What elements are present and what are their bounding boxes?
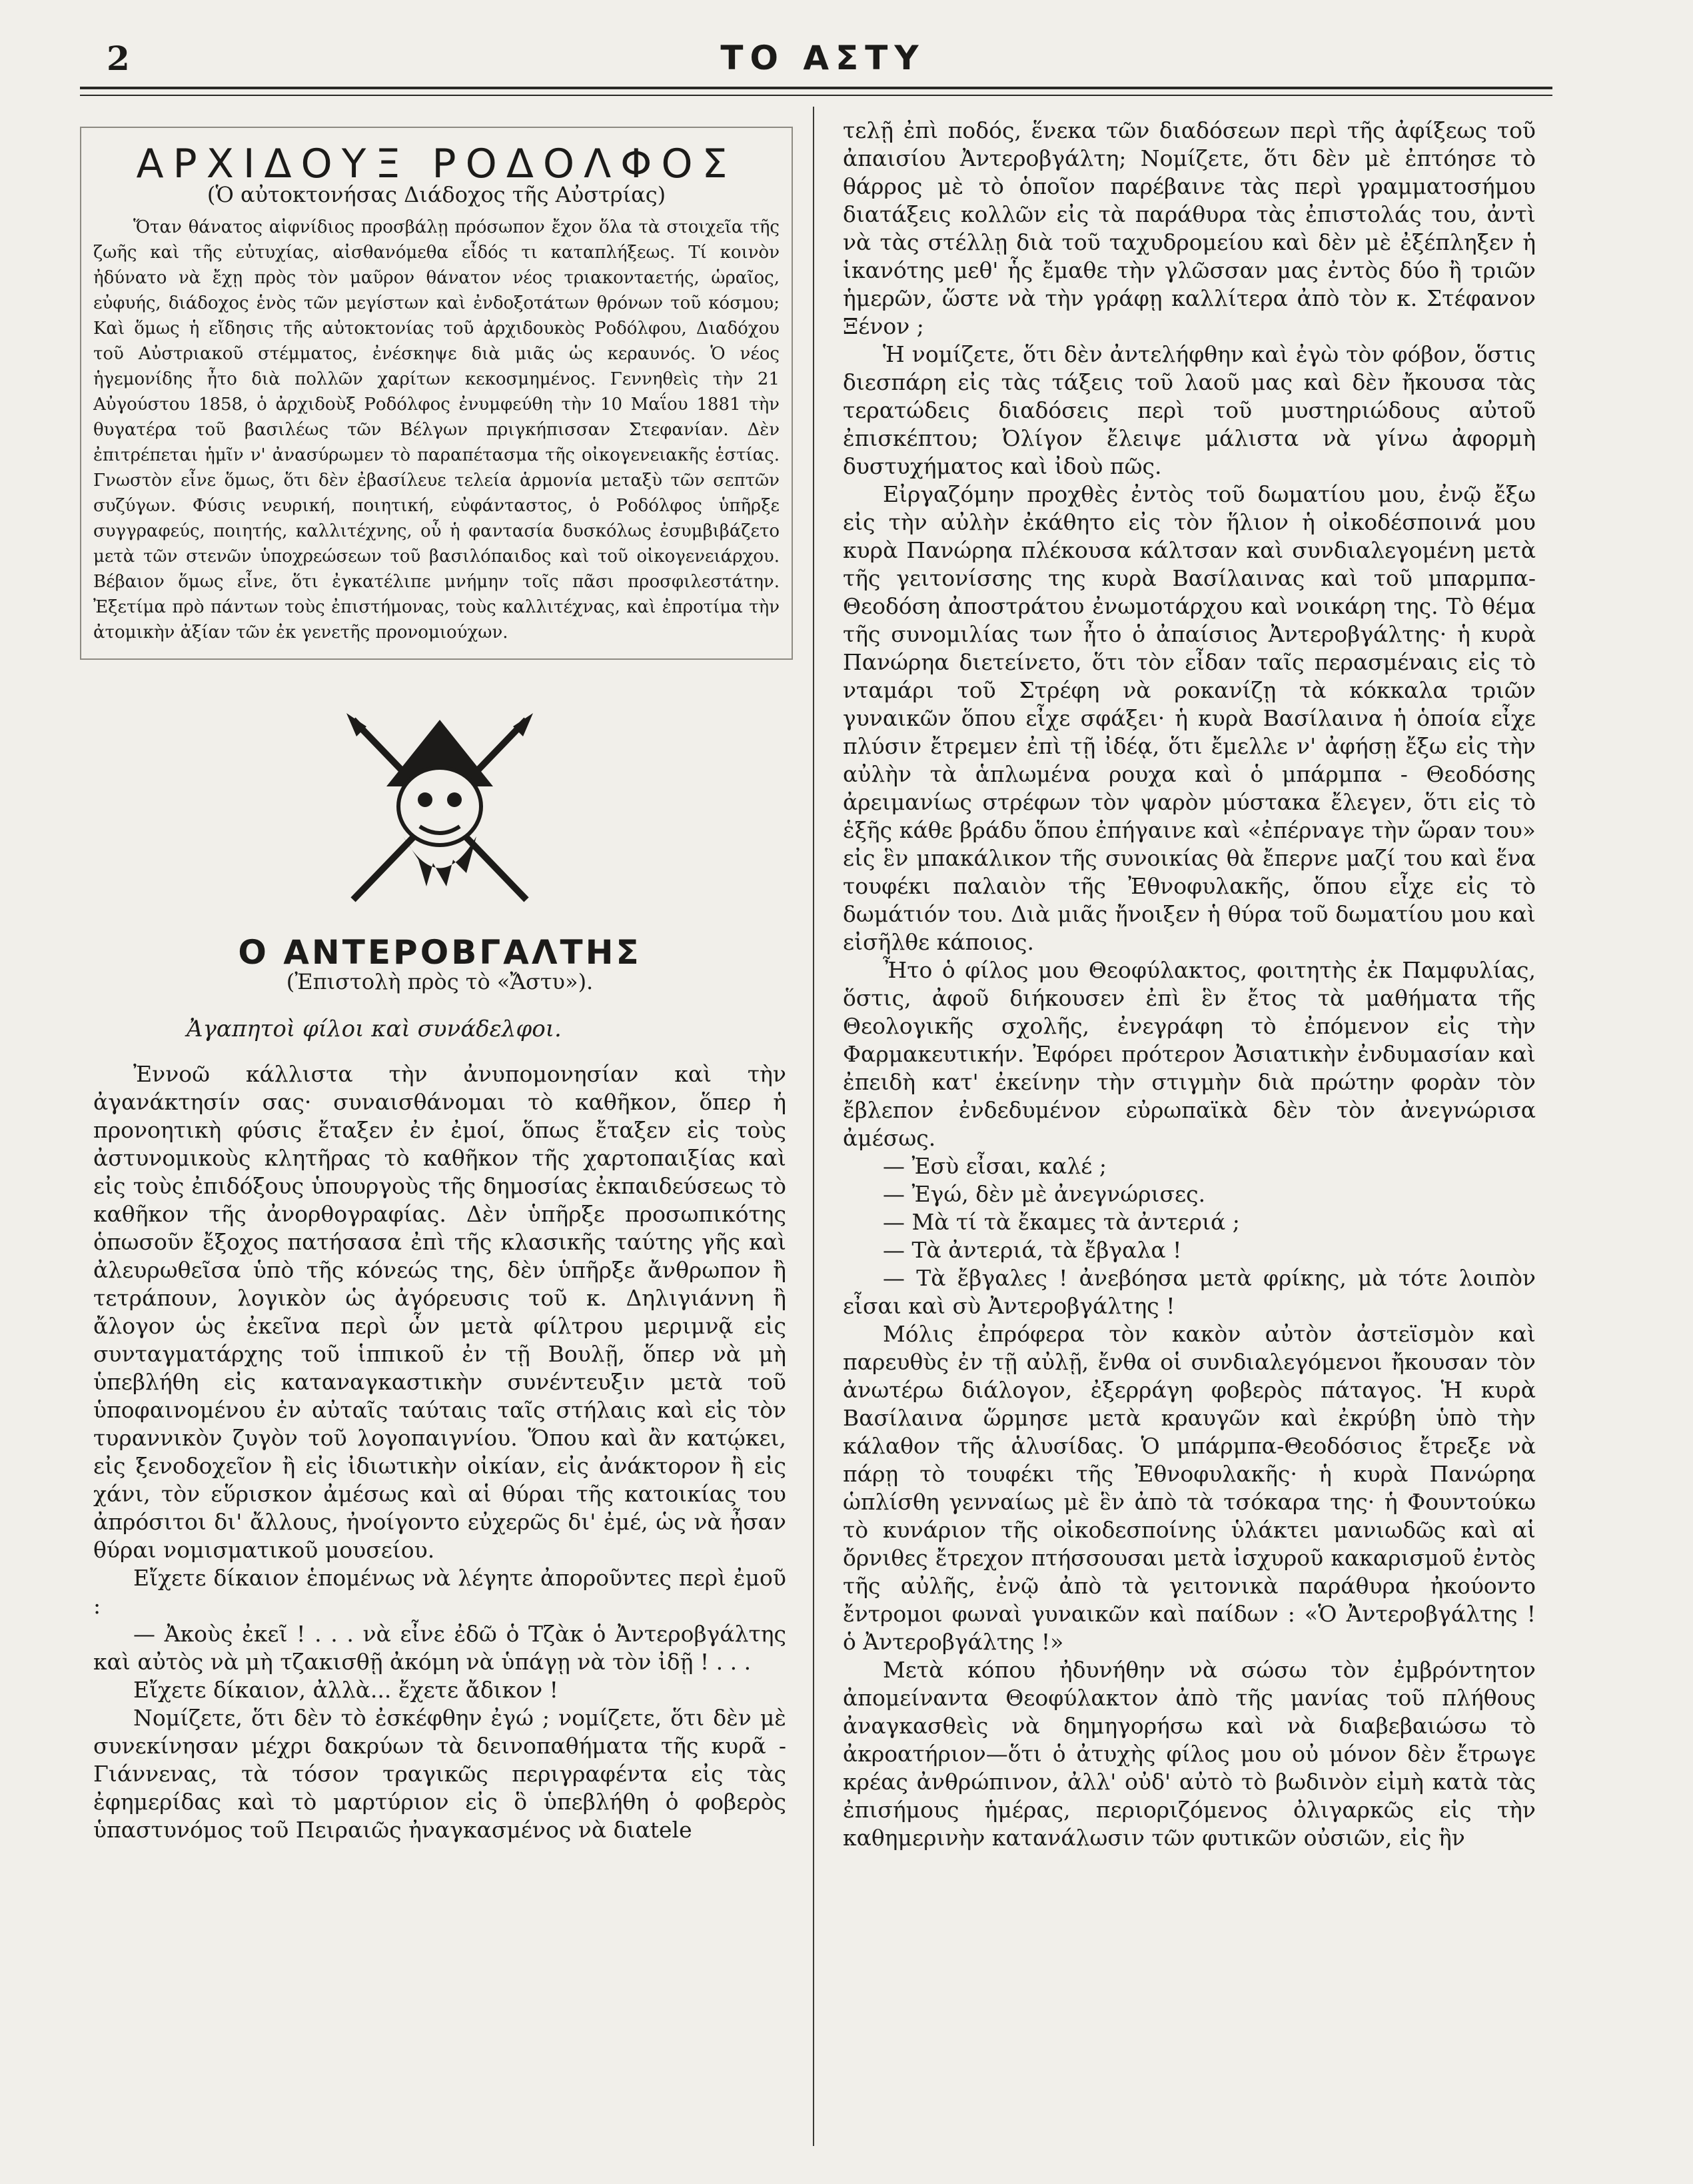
- paragraph: Μόλις ἐπρόφερα τὸν κακὸν αὐτὸν ἀστεϊσμὸν καὶ παρευθὺς ἐν τῇ αὐλῇ, ἔνθα οἱ συνδιαλεγόμενοι ἤκουσαν τὸν ἀνωτέρω διάλογον, ἐξερράγη φοβερὸς πάταγος. Ἡ κυρὰ Βασίλαινα ὥρμησε μετὰ κραυγῶν καὶ ἐκρύβη ὑπὸ τὴν κάλαθον τῆς ἁλυσίδας. Ὁ μπάρμπα-Θεοδόσιος ἔτρεξε νὰ πάρῃ τὸ τουφέκι τῆς Ἐθνοφυλακῆς· ἡ κυρὰ Πανώρηα ὡπλίσθη γενναίως μὲ ἓν ἀπὸ τὰ τσόκαρα της· ἡ Φουντούκω τὸ κυνάριον τῆς οἰκοδεσποίνης ὑλάκτει μανιωδῶς καὶ αἱ ὄρνιθες ἔτρεχον πτήσσουσαι μετὰ ἰσχυροῦ κακαρισμοῦ ἐντὸς τῆς αὐλῆς, ἐνῷ ἀπὸ τὰ γειτονικὰ παράθυρα ἠκούοντο ἔντρομοι φωναὶ γυναικῶν καὶ παίδων : «Ὁ Ἀντεροβγάλτης ! ὁ Ἀντεροβγάλτης !»: [843, 1321, 1536, 1655]
- paragraph: Εἴχετε δίκαιον ἑπομένως νὰ λέγητε ἀποροῦντες περὶ ἐμοῦ :: [93, 1564, 786, 1619]
- dialogue-line: — Ἀκοὺς ἐκεῖ ! . . . νὰ εἶνε ἐδῶ ὁ Τζὰκ ὁ Ἀντεροβγάλτης καὶ αὐτὸς νὰ μὴ τζακισθῇ ἀκόμη νὰ ὑπάγῃ νὰ τὸν ἰδῇ ! . . .: [93, 1620, 786, 1675]
- paragraph: Ἦτο ὁ φίλος μου Θεοφύλακτος, φοιτητὴς ἐκ Παμφυλίας, ὅστις, ἀφοῦ διήκουσεν ἐπὶ ἓν ἔτος τὰ μαθήματα τῆς Θεολογικῆς σχολῆς, ἐνεγράφη τὸ ἐπόμενον εἰς τὴν Φαρμακευτικήν. Ἐφόρει πρότερον Ἀσιατικὴν ἐνδυμασίαν καὶ ἐπειδὴ κατ' ἐκείνην τὴν στιγμὴν διὰ πρώτην φορὰν τὸν ἔβλεπον ἐνδεδυμένον εὐρωπαϊκὰ δὲν τὸν ἀνεγνώρισα ἀμέσως.: [843, 957, 1536, 1151]
- masthead-rule-thin: [80, 95, 1552, 96]
- page-number: 2: [107, 39, 130, 78]
- article-rudolf-paragraph: Ὅταν θάνατος αἰφνίδιος προσβάλῃ πρόσωπον ἔχον ὅλα τὰ στοιχεῖα τῆς ζωῆς καὶ τῆς εὐτυχίας, αἰσθανόμεθα εἶδός τι καταπλήξεως. Τί κοινὸν ἠδύνατο νὰ ἔχῃ πρὸς τὸν μαῦρον θάνατον νέος τριακονταετής, ὡραῖος, εὐφυής, διάδοχος ἑνὸς τῶν μεγίστων καὶ ἐνδοξοτάτων θρόνων τοῦ κόσμου; Καὶ ὅμως ἡ εἴδησις τῆς αὐτοκτονίας τοῦ ἀρχιδουκὸς Ροδόλφου, Διαδόχου τοῦ Αὐστριακοῦ στέμματος, ἐνέσκηψε διὰ μιᾶς ὡς κεραυνός. Ὁ νέος ἡγεμονίδης ἦτο διὰ πολλῶν χαρίτων κεκοσμημένος. Γεννηθεὶς τὴν 21 Αὐγούστου 1858, ὁ ἀρχιδοὺξ Ροδόλφος ἐνυμφεύθη τὴν 10 Μαΐου 1881 τὴν θυγατέρα τοῦ βασιλέως τῶν Βέλγων πριγκήπισσαν Στεφανίαν. Δὲν ἐπιτρέπεται ἡμῖν ν' ἀνασύρωμεν τὸ παραπέτασμα τῆς οἰκογενειακῆς ἑστίας. Γνωστὸν εἶνε ὅμως, ὅτι δὲν ἐβασίλευε τελεία ἁρμονία μεταξὺ τῶν σεπτῶν συζύγων. Φύσις νευρική, ποιητική, εὐφάνταστος, ὁ Ροδόλφος ὑπῆρξε συγγραφεύς, ποιητής, καλλιτέχνης, οὗ ἡ φαντασία δυσκόλως ἐσυμβιβάζετο μετὰ τῶν στενῶν ὑποχρεώσεων τοῦ βασιλόπαιδος καὶ τοῦ οἰκογενειάρχου. Βέβαιον ὅμως εἶνε, ὅτι ἐγκατέλιπε μνήμην τοῖς πᾶσι προσφιλεστάτην. Ἐξετίμα πρὸ πάντων τοὺς ἐπιστήμονας, τοὺς καλλιτέχνας, καὶ ἐπροτίμα τὴν ἀτομικὴν ἀξίαν τῶν ἐκ γενετῆς προνομιούχων.: [93, 217, 780, 642]
- left-column: [93, 127, 786, 1844]
- paragraph: τελῇ ἐπὶ ποδός, ἕνεκα τῶν διαδόσεων περὶ τῆς ἀφίξεως τοῦ ἀπαισίου Ἀντεροβγάλτη; Νομίζετε, ὅτι δὲν μὲ ἐπτόησε τὸ θάρρος μὲ τὸ ὁποῖον παρέβαινε τὰς περὶ γραμματοσήμου διατάξεις κολλῶν εἰς τὰ παράθυρα τὰς ἐπιστολάς του, ἀντὶ νὰ τὰς στέλλῃ διὰ τοῦ ταχυδρομείου καὶ δὲν μὲ ἐξέπληξεν ἡ ἱκανότης μεθ' ἧς ἔμαθε τὴν γλῶσσαν μας ἐντὸς δύο ἢ τριῶν ἡμερῶν, ὥστε νὰ τὴν γράφῃ καλλίτερα ἀπὸ τὸν κ. Στέφανον Ξένον ;: [843, 117, 1536, 339]
- column-divider: [813, 107, 814, 2146]
- newspaper-name: ΤΟ ΑΣΤΥ: [720, 39, 925, 77]
- paragraph: Ἡ νομίζετε, ὅτι δὲν ἀντελήφθην καὶ ἐγὼ τὸν φόβον, ὅστις διεσπάρη εἰς τὰς τάξεις τοῦ λαοῦ μας καὶ δὲν ἤκουσα τὰς τερατώδεις διαδόσεις περὶ τοῦ μυστηριώδους αὐτοῦ ἐπισκέπτου; Ὀλίγον ἔλειψε μάλιστα νὰ γίνω ἀφορμὴ δυστυχήματος καὶ ἰδοὺ πῶς.: [843, 341, 1536, 479]
- dialogue-line: — Τὰ ἀντεριά, τὰ ἔβγαλα !: [883, 1237, 1182, 1263]
- dialogue-line: — Τὰ ἔβγαλες ! ἀνεβόησα μετὰ φρίκης, μὰ τότε λοιπὸν εἶσαι καὶ σὺ Ἀντεροβγάλτης !: [843, 1265, 1536, 1319]
- paragraph: Εἰργαζόμην προχθὲς ἐντὸς τοῦ δωματίου μου, ἐνῷ ἔξω εἰς τὴν αὐλὴν ἐκάθητο εἰς τὸν ἥλιον ἡ οἰκοδέσποινά μου κυρὰ Πανώρηα πλέκουσα κάλτσαν καὶ συνδιαλεγομένη μετὰ τῆς γειτονίσσης της κυρὰ Βασίλαινας καὶ τοῦ μπαρμπα-Θεοδόση ἀποστράτου ἐνωμοτάρχου καὶ νοικάρη της. Τὸ θέμα τῆς συνομιλίας των ἦτο ὁ ἀπαίσιος Ἀντεροβγάλτης· ἡ κυρὰ Πανώρηα διετείνετο, ὅτι τὸν εἶδαν ταῖς περασμέναις εἰς τὸ νταμάρι τοῦ Στρέφη νὰ ροκανίζῃ τὰ κόκκαλα τριῶν γυναικῶν ὅπου εἶχε σφάξει· ἡ κυρὰ Βασίλαινα ἡ ὁποία εἶχε πλύσιν ἔτρεμεν ἐπὶ τῇ ἰδέᾳ, ὅτι ἔμελλε ν' ἀφήσῃ ἔξω εἰς τὴν αὐλὴν τὰ ἁπλωμένα ρουχα καὶ ὁ μπάρμπα - Θεοδόσης ἀρειμανίως στρέφων τὸν ψαρὸν μύστακα ἔλεγεν, ὅτι εἰς τὸ ἑξῆς κάθε βράδυ ὅπου ἐπήγαινε καὶ «ἐπέρναγε τὴν ὥραν του» εἰς ἓν μπακάλικον τῆς συνοικίας θὰ ἔπερνε μαζί του καὶ ἕνα τουφέκι παλαιὸν τῆς Ἐθνοφυλακῆς, ὅπου εἶχε εἰς τὸ δωμάτιόν του. Διὰ μιᾶς ἤνοιξεν ἡ θύρα τοῦ δωματίου μου καὶ εἰσῆλθε κάποιος.: [843, 481, 1536, 955]
- dialogue-line: — Μὰ τί τὰ ἔκαμες τὰ ἀντεριά ;: [883, 1209, 1240, 1235]
- paragraph: Εἴχετε δίκαιον, ἀλλὰ... ἔχετε ἄδικον !: [133, 1676, 558, 1703]
- paragraph: Ἐννοῶ κάλλιστα τὴν ἀνυπομονησίαν καὶ τὴν ἀγανάκτησίν σας· συναισθάνομαι τὸ καθῆκον, ὅπερ ἡ προνοητικὴ φύσις ἔταξεν ἐν ἐμοί, ὅπως ἔταξεν εἰς τοὺς ἀστυνομικοὺς κλητῆρας τὸ καθῆκον τῆς χαρτοπαιξίας καὶ εἰς τοὺς ἐπιδόξους ὑπουργοὺς τῆς δημοσίας ἐκπαιδεύσεως τὸ καθῆκον τῆς ἀνορθογραφίας. Δὲν ὑπῆρξε προσωπικότης ὁπωσοῦν ἔξοχος πατήσασα ἐπὶ τῆς κλασικῆς ταύτης γῆς καὶ ἀλευρωθεῖσα ὑπὸ τῆς κόνεώς της, δὲν ὑπῆρξε ἄνθρωπον ἢ τετράπουν, λογικὸν ὡς ἀγόρευσις τοῦ κ. Δηλιγιάννη ἢ ἄλογον ὡς ἐκεῖνα περὶ ὧν μετὰ φίλτρου μεριμνᾷ εἰς συνταγματάρχης τοῦ ἱππικοῦ ἐν τῇ Βουλῇ, ὅπερ νὰ μὴ ὑπεβλήθη εἰς καταναγκαστικὴν συνέντευξιν μετὰ τοῦ ὑποφαινομένου ἐν αὐταῖς ταύταις ταῖς στήλαις καὶ εἰς τὸν τυραννικὸν ζυγὸν τοῦ λογοπαιγνίου. Ὅπου καὶ ἂν κατῴκει, εἰς ξενοδοχεῖον ἢ εἰς ἰδιωτικὴν οἰκίαν, εἰς ἀνάκτορον ἢ εἰς χάνι, τὸν εὕρισκον ἀμέσως καὶ αἱ θύραι τῆς κατοικίας του ἀπρόσιτοι δι' ἄλλους, ἠνοίγοντο εὐχερῶς δι' ἐμέ, ὡς νὰ ἦσαν θύραι νομισματικοῦ μουσείου.: [93, 1060, 786, 1563]
- article-rudolf-box: [80, 127, 793, 660]
- paragraph: Μετὰ κόπου ἠδυνήθην νὰ σώσω τὸν ἐμβρόντητον ἀπομείναντα Θεοφύλακτον ἀπὸ τῆς μανίας τοῦ πλήθους ἀναγκασθεὶς νὰ δημηγορήσω καὶ νὰ διαβεβαιώσω τὸ ἀκροατήριον—ὅτι ὁ ἀτυχὴς φίλος μου οὐ μόνον δὲν ἔτρωγε κρέας ἀνθρώπινον, ἀλλ' οὐδ' αὐτὸ τὸ βωδινὸν εἰμὴ κατὰ τὰς ἐπισήμους ἡμέρας, περιοριζόμενος ὀλιγαρκῶς εἰς τὴν καθημερινὴν κατανάλωσιν τῶν φυτικῶν οὐσιῶν, εἰς ἣν: [843, 1657, 1536, 1851]
- article-subtitle: (Ἐπιστολὴ πρὸς τὸ «Ἄστυ»).: [286, 968, 594, 994]
- paragraph: Νομίζετε, ὅτι δὲν τὸ ἐσκέφθην ἐγώ ; νομίζετε, ὅτι δὲν μὲ συνεκίνησαν μέχρι δακρύων τὰ δεινοπαθήματα τῆς κυρᾶ - Γιάννενας, τὰ τόσον τραγικῶς περιγραφέντα εἰς τὰς ἐφημερίδας καὶ τὸ μαρτύριον εἰς ὃ ὑπεβλήθη ὁ φοβερὸς ὑπαστυνόμος τοῦ Πειραιῶς ἠναγκασμένος νὰ διαtele: [93, 1704, 786, 1843]
- masthead-rule: [80, 87, 1552, 89]
- article-title: Ο ΑΝΤΕΡΟΒΓΑΛΤΗΣ: [238, 933, 642, 972]
- skull-crossed-rifles-icon: [326, 700, 553, 913]
- article-left-body: [93, 1060, 786, 1844]
- right-column: [843, 117, 1536, 1852]
- dialogue-line: — Ἐσὺ εἶσαι, καλέ ;: [883, 1153, 1107, 1179]
- article-rudolf-title: ΑΡΧΙΔΟΥΞ ΡΟΔΟΛΦΟΣ: [136, 141, 737, 187]
- dialogue-line: — Ἐγώ, δὲν μὲ ἀνεγνώρισες.: [883, 1181, 1206, 1207]
- salutation: Ἀγαπητοὶ φίλοι καὶ συνάδελφοι.: [187, 1016, 562, 1042]
- article-rudolf-body: [93, 215, 780, 645]
- article-rudolf-subtitle: (Ὁ αὐτοκτονήσας Διάδοχος τῆς Αὐστρίας): [207, 181, 666, 207]
